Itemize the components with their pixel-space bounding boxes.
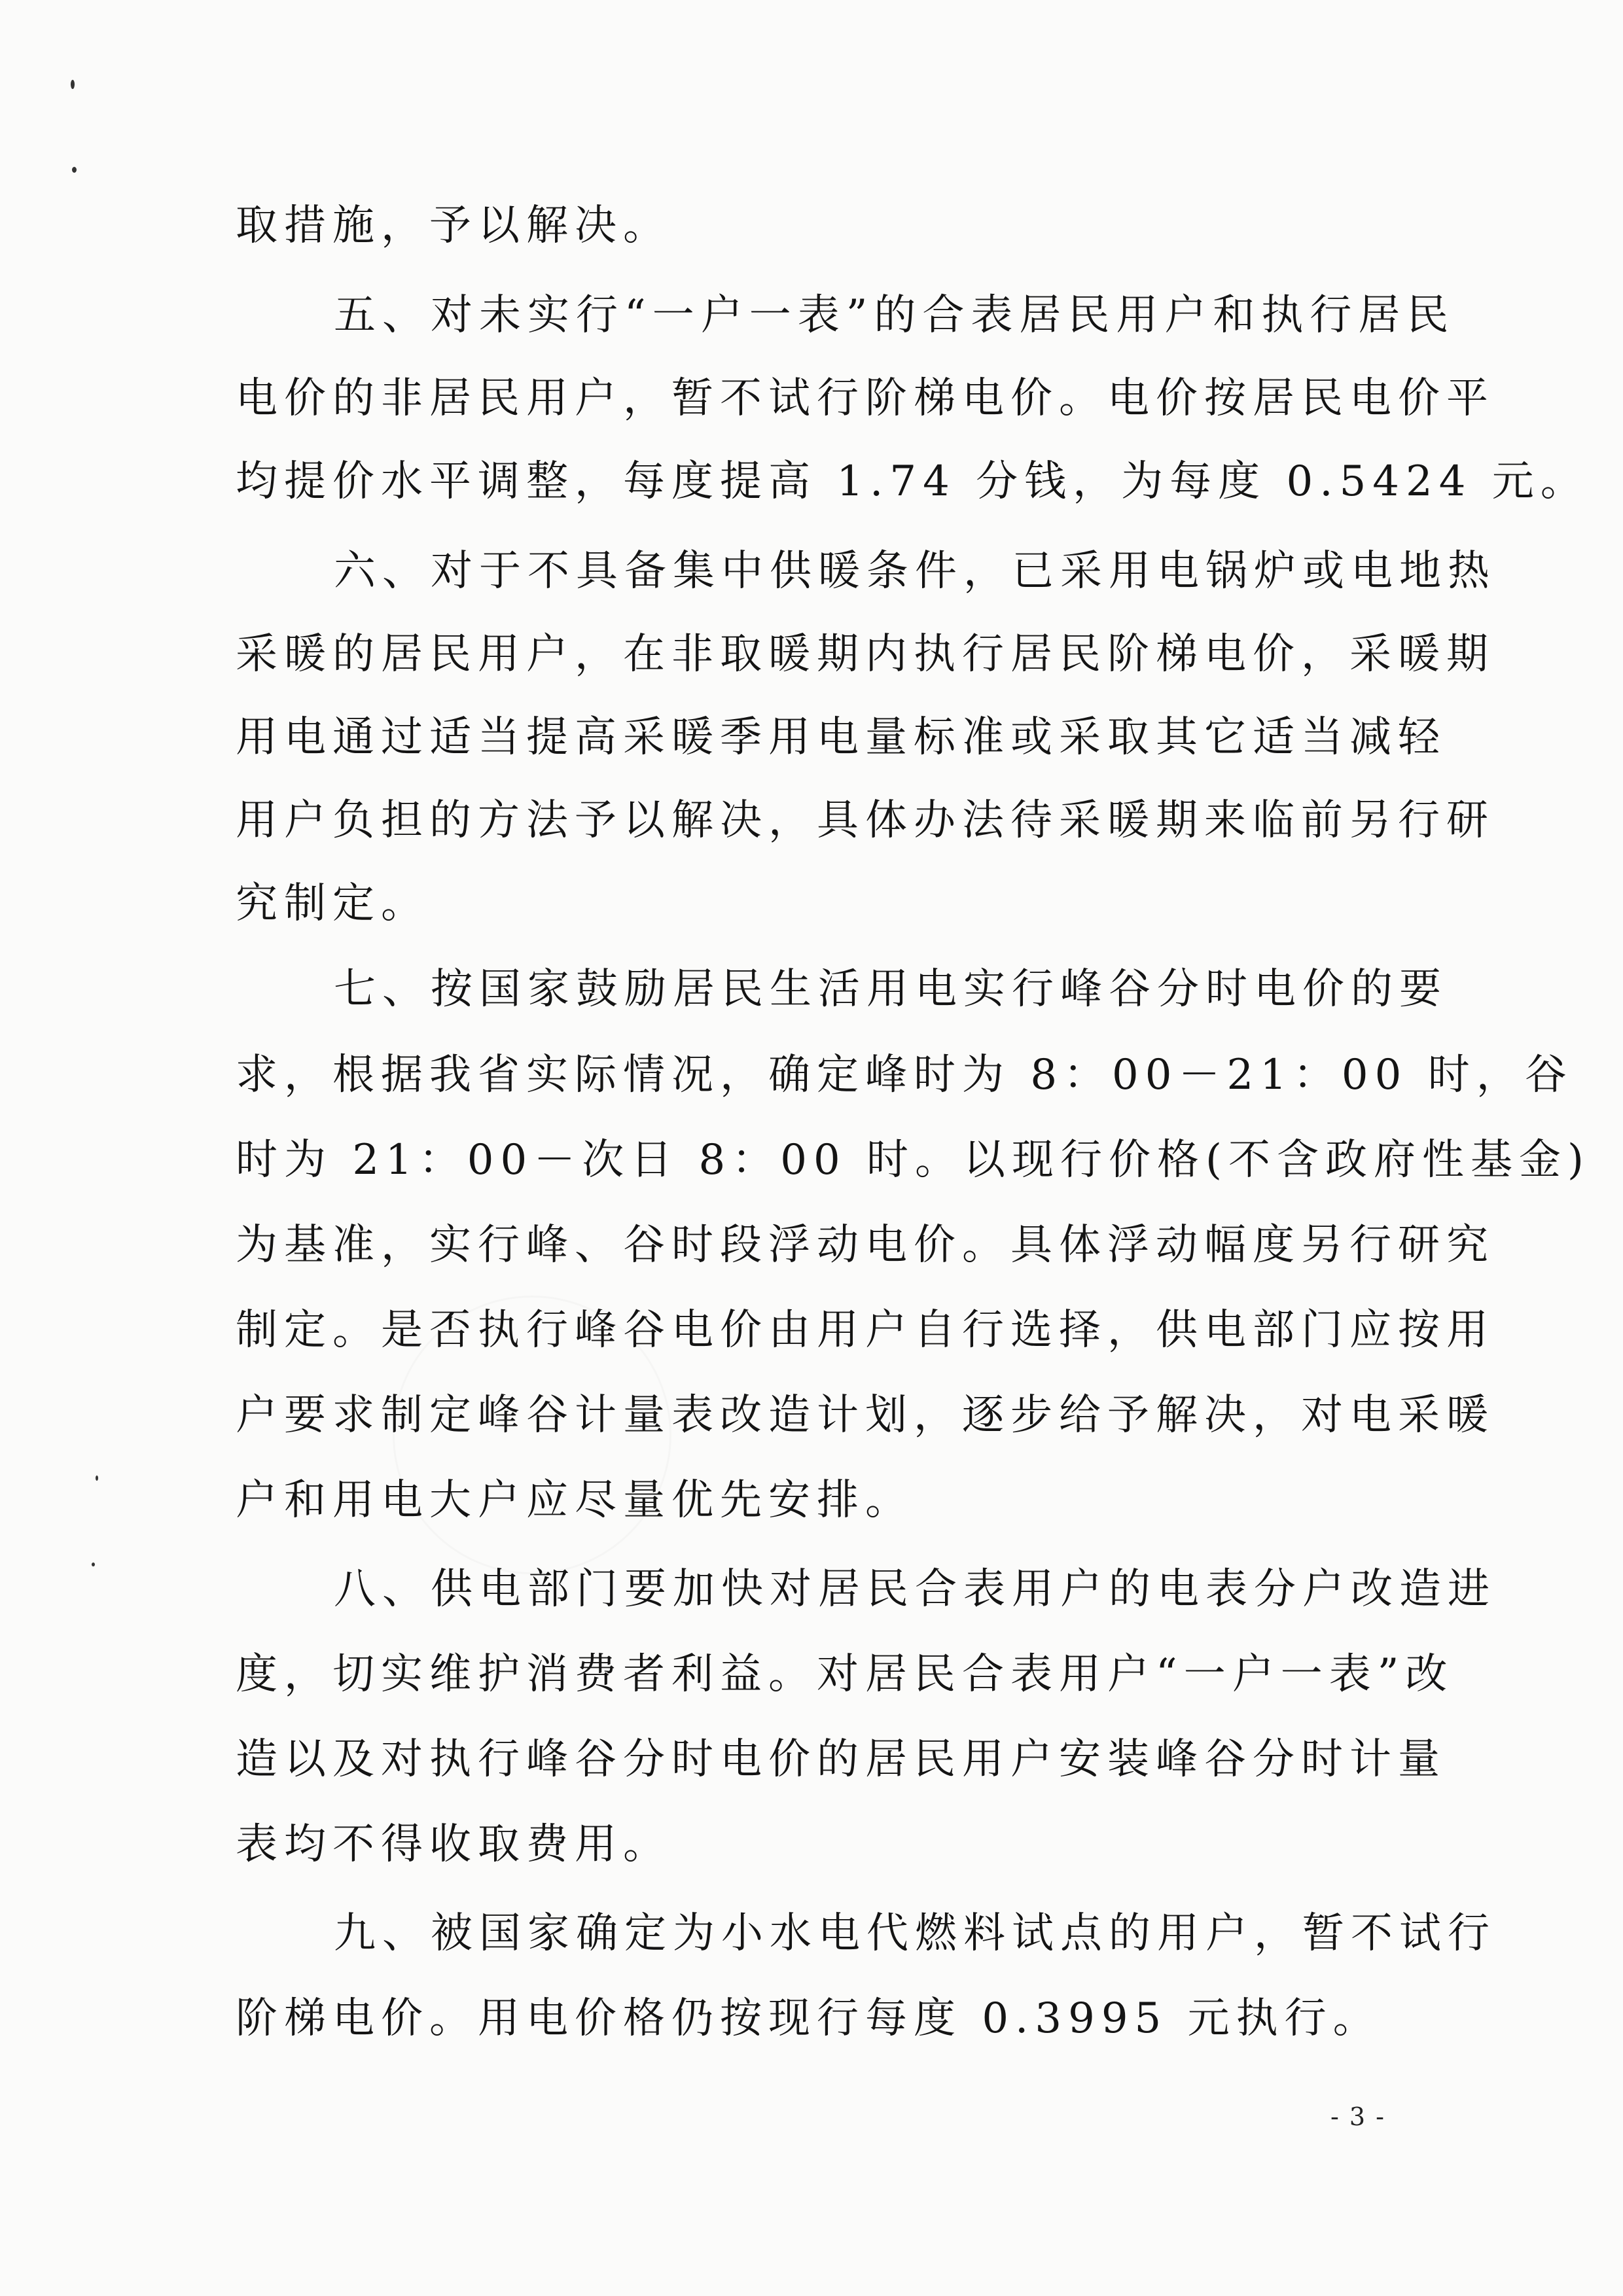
scan-speck [72,167,77,173]
paragraph-line: 七、按国家鼓励居民生活用电实行峰谷分时电价的要 [334,965,1448,1014]
paragraph-line: 表均不得收取费用。 [236,1820,671,1869]
paragraph-line: 造以及对执行峰谷分时电价的居民用户安装峰谷分时计量 [236,1735,1446,1784]
paragraph-line: 究制定。 [236,879,429,928]
scan-speck [92,1563,95,1566]
paragraph-line: 九、被国家确定为小水电代燃料试点的用户，暂不试行 [334,1909,1496,1958]
paragraph-line: 六、对于不具备集中供暖条件，已采用电锅炉或电地热 [334,547,1496,595]
paragraph-line: 制定。是否执行峰谷电价由用户自行选择，供电部门应按用 [236,1306,1495,1354]
scan-speck [96,1475,98,1481]
paragraph-line: 求，根据我省实际情况，确定峰时为 8：00－21：00 时，谷 [236,1051,1573,1099]
page-number: - 3 - [1330,2102,1385,2131]
paragraph-line: 阶梯电价。用电价格仍按现行每度 0.3995 元执行。 [236,1994,1382,2043]
paragraph-line: 均提价水平调整，每度提高 1.74 分钱，为每度 0.5424 元。 [236,457,1589,506]
paragraph-line: 户要求制定峰谷计量表改造计划，逐步给予解决，对电采暖 [236,1391,1495,1439]
paragraph-line: 度，切实维护消费者利益。对居民合表用户“一户一表”改 [236,1650,1454,1699]
paragraph-line: 取措施，予以解决。 [236,202,671,250]
paragraph-line: 为基准，实行峰、谷时段浮动电价。具体浮动幅度另行研究 [236,1221,1495,1269]
paragraph-line: 八、供电部门要加快对居民合表用户的电表分户改造进 [334,1565,1496,1614]
scan-speck [71,80,75,89]
paragraph-line: 五、对未实行“一户一表”的合表居民用户和执行居民 [334,291,1455,340]
paragraph-line: 电价的非居民用户，暂不试行阶梯电价。电价按居民电价平 [236,374,1495,423]
paragraph-line: 户和用电大户应尽量优先安排。 [236,1476,914,1525]
paragraph-line: 用户负担的方法予以解决，具体办法待采暖期来临前另行研 [236,796,1495,845]
paragraph-line: 用电通过适当提高采暖季用电量标准或采取其它适当减轻 [236,713,1446,762]
paragraph-line: 时为 21：00－次日 8：00 时。以现行价格(不含政府性基金) [236,1136,1590,1184]
paragraph-line: 采暖的居民用户，在非取暖期内执行居民阶梯电价，采暖期 [236,630,1495,679]
